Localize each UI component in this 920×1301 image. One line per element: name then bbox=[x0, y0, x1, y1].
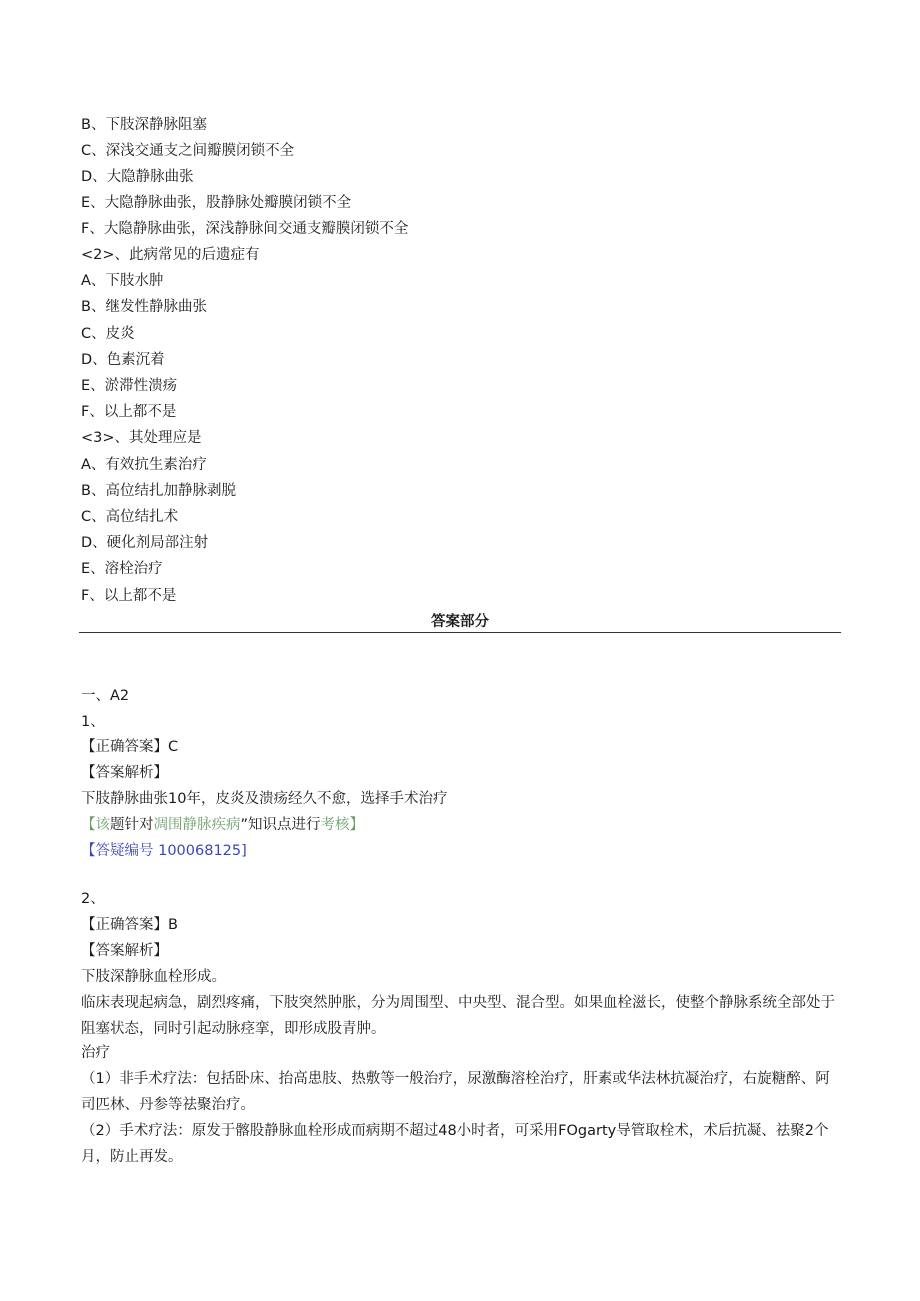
answer-1-analysis-label: 【答案解析】 bbox=[81, 765, 168, 781]
option-q2-c: C、皮炎 bbox=[81, 326, 135, 342]
question-3: <3>、其处理应是 bbox=[81, 430, 202, 446]
answer-2-correct: 【正确答案】B bbox=[81, 917, 178, 933]
option-q3-c: C、高位结扎术 bbox=[81, 509, 179, 525]
option-q3-d: D、硬化剂局部注射 bbox=[81, 535, 209, 551]
option-q2-e: E、淤滞性溃疡 bbox=[81, 378, 178, 394]
answer-1-number: 1、 bbox=[81, 714, 105, 730]
question-2: <2>、此病常见的后遗症有 bbox=[81, 247, 260, 263]
answer-2-p1: 下肢深静脉血栓形成。 bbox=[81, 969, 226, 985]
answer-1-question-id bbox=[81, 841, 247, 861]
answer-2-p2: 临床表现起病急，剧烈疼痛，下肢突然肿胀，分为周围型、中央型、混合型。如果血栓滋长，使整个静脉系统全部处于阻塞状态，同时引起动脉痉挛，即形成股青肿。 bbox=[81, 995, 835, 1037]
kp-text-1: 题针对 bbox=[110, 817, 154, 833]
answer-2-analysis-label: 【答案解析】 bbox=[81, 943, 168, 959]
option-q1-b: B、下肢深静脉阻塞 bbox=[81, 117, 207, 133]
answer-1-analysis: 下肢静脉曲张10年，皮炎及溃疡经久不愈，选择手术治疗 bbox=[81, 791, 448, 807]
qid-label: 【答疑编号 bbox=[81, 843, 154, 859]
answer-1-knowledge-point bbox=[81, 815, 364, 835]
option-q2-b: B、继发性静脉曲张 bbox=[81, 299, 207, 315]
option-q2-f: F、以上都不是 bbox=[81, 404, 177, 420]
option-q3-e: E、溶栓治疗 bbox=[81, 561, 163, 577]
heading-divider bbox=[79, 632, 841, 633]
kp-topic: 凋围静脉疾病 bbox=[153, 817, 241, 833]
option-q3-b: B、高位结扎加静脉剥脱 bbox=[81, 483, 236, 499]
answers-heading: 答案部分 bbox=[431, 614, 489, 630]
option-q3-f: F、以上都不是 bbox=[81, 588, 177, 604]
answer-1-correct: 【正确答案】C bbox=[81, 739, 179, 755]
option-q3-a: A、有效抗生素治疗 bbox=[81, 457, 207, 473]
option-q1-e: E、大隐静脉曲张，股静脉处瓣膜闭锁不全 bbox=[81, 195, 352, 211]
answer-2-p4: （1）非手术疗法：包括卧床、抬高患肢、热敷等一般治疗，尿激酶溶栓治疗，肝素或华法林抗凝治疗，右旋糖醉、阿司匹林、丹参等祛聚治疗。 bbox=[81, 1071, 830, 1113]
qid-number: 100068125] bbox=[158, 843, 247, 859]
kp-close: 考核】 bbox=[320, 817, 365, 833]
section-title: 一、A2 bbox=[81, 688, 130, 704]
answer-2-number: 2、 bbox=[81, 891, 105, 907]
option-q2-a: A、下肢水肿 bbox=[81, 273, 164, 289]
answer-2-p3: 治疗 bbox=[81, 1045, 110, 1061]
kp-text-2: ”知识点进行 bbox=[240, 817, 321, 833]
option-q1-d: D、大隐静脉曲张 bbox=[81, 169, 194, 185]
option-q2-d: D、色素沉着 bbox=[81, 352, 165, 368]
option-q1-c: C、深浅交通支之间瓣膜闭锁不全 bbox=[81, 143, 295, 159]
option-q1-f: F、大隐静脉曲张，深浅静脉间交通支瓣膜闭锁不全 bbox=[81, 221, 409, 237]
answer-2-p5: （2）手术疗法：原发于髂股静脉血栓形成而病期不超过48小时者，可采用FOgarty导管取栓术，术后抗凝、祛聚2个月，防止再发。 bbox=[81, 1123, 829, 1165]
kp-open: 【该 bbox=[81, 817, 110, 833]
